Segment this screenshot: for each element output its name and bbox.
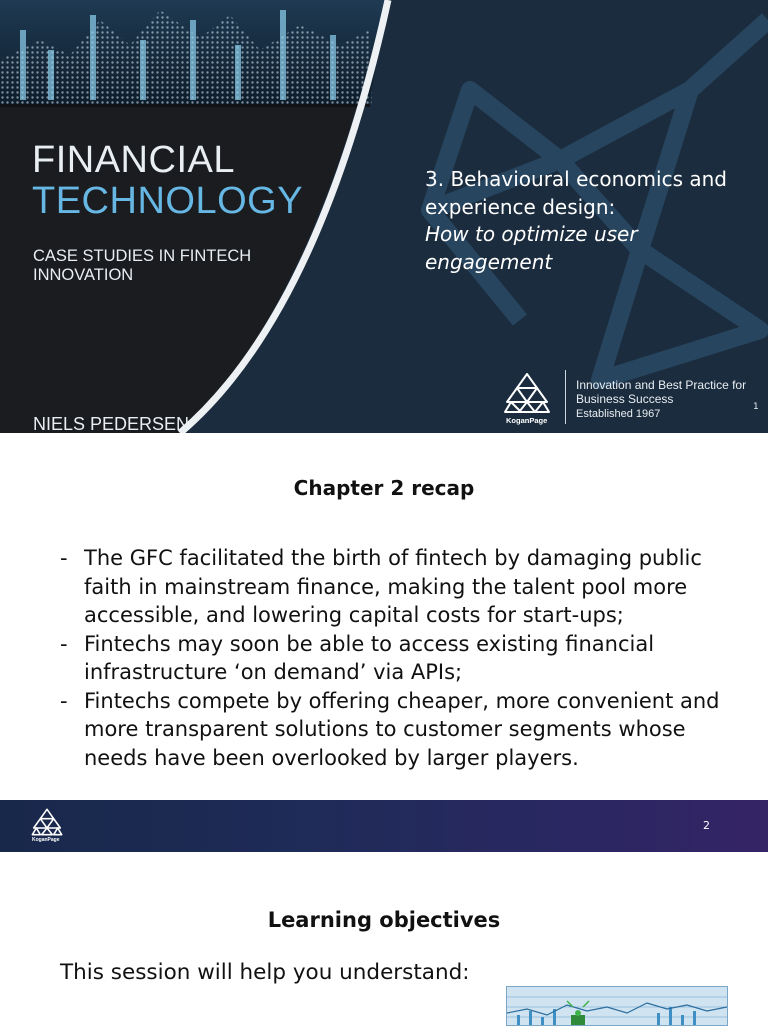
slide-number: 1 [753, 402, 759, 412]
chapter-title [425, 166, 745, 276]
koganpage-logo-icon [503, 372, 551, 414]
illustration-image [506, 986, 728, 1026]
list-item [60, 687, 720, 773]
bullet-marker: - [60, 631, 68, 656]
chart-illustration-graphic [507, 987, 727, 1025]
bullet-text: The GFC facilitated the birth of fintech by damaging public faith in mainstream finance, making the talent pool more accessible, and lowering capital costs for start-ups; [84, 546, 702, 627]
book-subtitle: CASE STUDIES IN FINTECH INNOVATION [33, 247, 252, 284]
slide-number: 2 [703, 819, 710, 832]
list-item [60, 544, 720, 630]
bullet-text: Fintechs may soon be able to access existing financial infrastructure ‘on demand’ via APIs; [84, 631, 655, 684]
chapter-subtitle: How to optimize user engagement [425, 222, 638, 274]
slide-heading: Learning objectives [267, 908, 501, 932]
bullet-text: Fintechs compete by offering cheaper, more convenient and more transparent solutions to customer segments whose needs have been overlooked by larger players. [84, 688, 720, 770]
book-title-line1: FINANCIAL [32, 139, 235, 181]
slide-footer [0, 800, 768, 852]
bullet-marker: - [60, 546, 68, 570]
slide-intro-text: This session will help you understand: [60, 960, 470, 985]
publisher-established: Established 1967 [576, 408, 661, 420]
koganpage-logo-text: KoganPage [32, 837, 60, 843]
book-title-line2: TECHNOLOGY [32, 180, 304, 222]
recap-bullet-list [60, 544, 720, 772]
logo-divider [565, 370, 566, 424]
koganpage-logo-text: KoganPage [506, 416, 548, 425]
slide-heading: Chapter 2 recap [293, 476, 475, 500]
publisher-tagline: Innovation and Best Practice for Business Success [576, 378, 747, 406]
book-author: NIELS PEDERSEN [33, 414, 190, 433]
bullet-marker: - [60, 688, 68, 713]
title-slide [0, 0, 768, 433]
koganpage-logo-icon [31, 808, 63, 836]
list-item [60, 630, 720, 687]
chapter-title-text: 3. Behavioural economics and experience design: [425, 167, 727, 219]
